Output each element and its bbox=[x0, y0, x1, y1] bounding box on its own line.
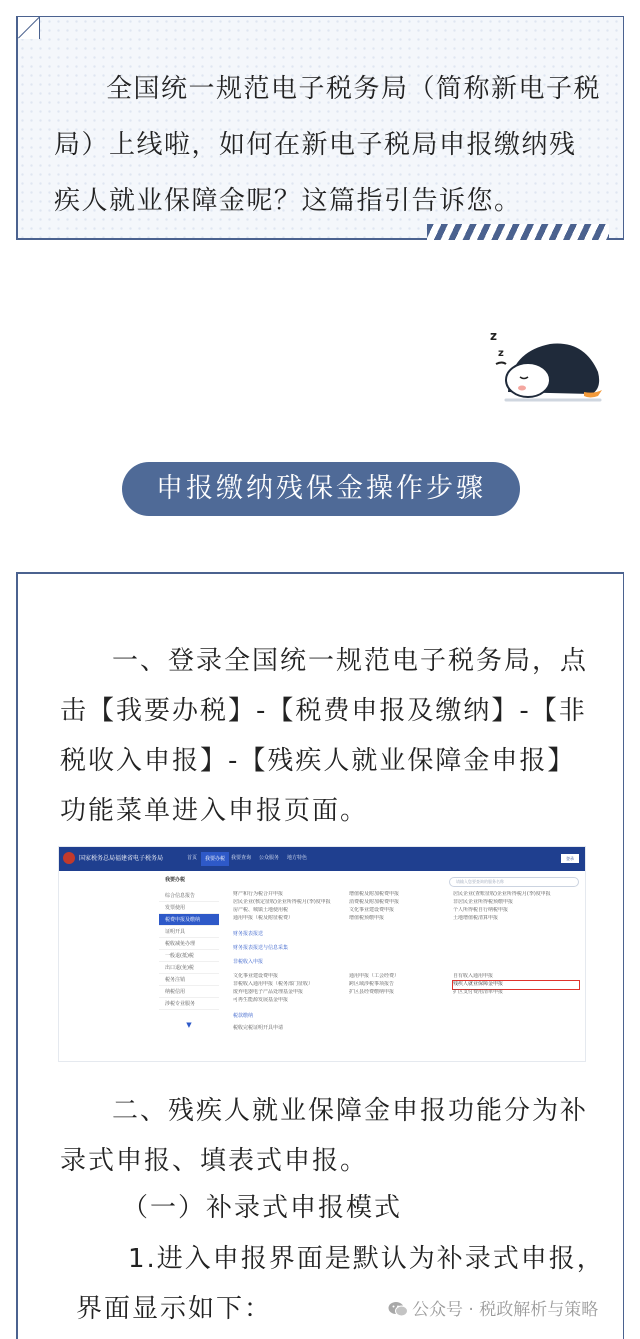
screenshot-sidebar bbox=[159, 877, 219, 1029]
screenshot-nav-item-active: 我要办税 bbox=[201, 852, 229, 866]
section-title: 申报缴纳残保金操作步骤 bbox=[122, 462, 520, 516]
screenshot-link: 增值税预缴申报 bbox=[349, 915, 385, 921]
screenshot-nav-item: 公众服务 bbox=[259, 855, 280, 861]
screenshot-link: 非居民企业所得税预缴申报 bbox=[453, 899, 514, 905]
screenshot-link: 文化事业建设费申报 bbox=[233, 973, 279, 979]
screenshot-link: 文化事业建设费申报 bbox=[349, 907, 395, 913]
screenshot-sidebar-item: 证明开具 bbox=[159, 926, 219, 938]
screenshot-sidebar-item: 综合信息报告 bbox=[159, 890, 219, 902]
screenshot-link: 可再生能源发展基金申报 bbox=[233, 997, 289, 1003]
screenshot-sidebar-title: 我要办税 bbox=[165, 877, 186, 883]
screenshot-link bbox=[349, 997, 453, 1005]
screenshot-section-heading: 税款缴纳 bbox=[233, 1013, 254, 1019]
screenshot-link: 非税收入通用申报（税务部门征收） bbox=[233, 981, 314, 987]
chevron-down-icon: ▼ bbox=[186, 1021, 192, 1029]
screenshot-link: 居民企业(查账征收)企业所得税月(季)度申报 bbox=[453, 891, 551, 897]
screenshot-link bbox=[453, 997, 579, 1005]
step-two-text: 二、残疾人就业保障金申报功能分为补录式申报、填表式申报。 bbox=[60, 1096, 589, 1176]
screenshot-login-button: 登录 bbox=[561, 854, 579, 863]
screenshot-sidebar-item: 纳税信用 bbox=[159, 986, 219, 998]
screenshot-nav-item: 地方特色 bbox=[287, 855, 308, 861]
screenshot-link: 财产和行为税合并申报 bbox=[233, 891, 284, 897]
intro-card bbox=[16, 16, 624, 240]
svg-text:z: z bbox=[490, 329, 497, 343]
corner-decoration bbox=[18, 17, 40, 39]
screenshot-link: 土地增值税清算申报 bbox=[453, 915, 499, 921]
screenshot-sidebar-item: 一般退(抵)税 bbox=[159, 950, 219, 962]
screenshot-link: 个人所得税自行纳税申报 bbox=[453, 907, 509, 913]
wechat-icon bbox=[388, 1301, 408, 1317]
intro-text: 全国统一规范电子税务局（简称新电子税局）上线啦，如何在新电子税局申报缴纳残疾人就业保障金呢？这篇指引告诉您。 bbox=[54, 74, 602, 216]
etax-screenshot bbox=[58, 846, 586, 1062]
screenshot-section-heading: 财务报表报送 bbox=[233, 931, 264, 937]
screenshot-link: 通用申报（工会经费） bbox=[349, 973, 400, 979]
screenshot-sidebar-item: 税务注销 bbox=[159, 974, 219, 986]
stripe-decoration bbox=[427, 224, 609, 240]
screenshot-link: 自有收入通用申报 bbox=[453, 973, 494, 979]
screenshot-link: 消费税及附加税费申报 bbox=[349, 899, 400, 905]
instruction-text-continued: 界面显示如下： bbox=[76, 1294, 273, 1324]
screenshot-site-title: 国家税务总局福建省电子税务局 bbox=[79, 855, 164, 862]
subheading-text: （一）补录式申报模式 bbox=[122, 1193, 403, 1223]
screenshot-link: 扩区县经费缴纳申报 bbox=[349, 989, 395, 995]
screenshot-sidebar-item: 出口退(免)税 bbox=[159, 962, 219, 974]
screenshot-link: 增值税及附加税费申报 bbox=[349, 891, 400, 897]
screenshot-link: 废弃电器电子产品处理基金申报 bbox=[233, 989, 304, 995]
screenshot-navbar bbox=[59, 847, 585, 871]
screenshot-link: 通用申报（税及附征税费） bbox=[233, 915, 294, 921]
watermark-text: 公众号 · 税政解析与策略 bbox=[412, 1300, 599, 1320]
screenshot-link: 跨区域涉税事项报告 bbox=[349, 981, 395, 987]
screenshot-nav-item: 我要查询 bbox=[231, 855, 252, 861]
screenshot-link-highlighted: 残疾人就业保障金申报 bbox=[453, 981, 579, 989]
screenshot-sidebar-item: 发票使用 bbox=[159, 902, 219, 914]
screenshot-section-heading: 财务报表报送与信息采集 bbox=[233, 945, 289, 951]
screenshot-link: 居民企业(核定征收)企业所得税月(季)度申报 bbox=[233, 899, 331, 905]
screenshot-sidebar-item: 税收减免办理 bbox=[159, 938, 219, 950]
screenshot-link: 房产税、城镇土地使用税 bbox=[233, 907, 289, 913]
sleepy-penguin-icon bbox=[488, 322, 608, 404]
screenshot-nav-item: 首页 bbox=[187, 855, 198, 861]
step-one-text: 一、登录全国统一规范电子税务局，点击【我要办税】-【税费申报及缴纳】-【非税收入申报】-【残疾人就业保障金申报】功能菜单进入申报页面。 bbox=[60, 646, 589, 826]
screenshot-sidebar-item: 涉税专业服务 bbox=[159, 998, 219, 1010]
content-card bbox=[16, 572, 624, 1339]
tax-emblem-icon bbox=[63, 852, 75, 864]
screenshot-nontax-grid bbox=[233, 973, 579, 1005]
instruction-text: 1.进入申报界面是默认为补录式申报， bbox=[128, 1244, 605, 1274]
wechat-watermark bbox=[388, 1298, 600, 1322]
screenshot-link: 扩区支付费用清单申报 bbox=[453, 989, 504, 995]
svg-text:z: z bbox=[498, 348, 504, 359]
screenshot-declaration-grid bbox=[233, 891, 579, 923]
screenshot-link: 税收完税证明开具申请 bbox=[233, 1025, 284, 1031]
screenshot-section-heading: 非税收入申报 bbox=[233, 959, 264, 965]
screenshot-sidebar-item-selected: 税费申报及缴纳 bbox=[159, 914, 219, 926]
screenshot-search-input: 请输入您要查询的服务名称 bbox=[449, 877, 579, 887]
